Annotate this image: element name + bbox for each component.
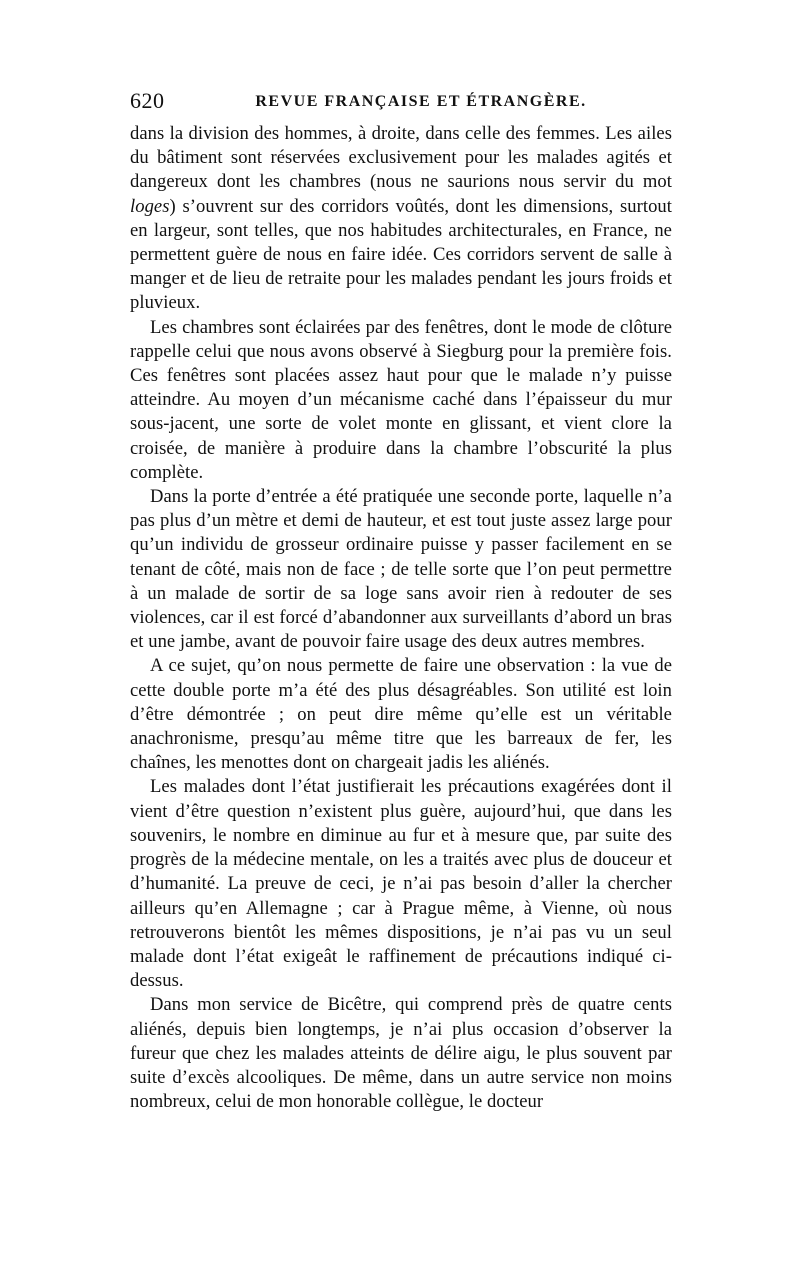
paragraph-4: A ce sujet, qu’on nous permette de faire une observation : la vue de cette double porte m’a été des plus désagréables. Son utilité est loin d’être démontrée ; on peut dire même qu’elle est un véritable anachronisme, presqu’au même titre que les barreaux de fer, les chaînes, les menottes dont on chargeait jadis les aliénés. [130, 655, 672, 774]
running-head [130, 88, 672, 122]
paragraph-2: Les chambres sont éclairées par des fenêtres, dont le mode de clôture rappelle celui que nous avons observé à Siegburg pour la première fois. Ces fenêtres sont placées assez haut pour que le malade n’y puisse atteindre. Au moyen d’un mécanisme caché dans l’épaisseur du mur sous-jacent, une sorte de volet monte en glissant, et vient clore la croisée, de manière à produire dans la chambre l’obscurité la plus complète. [130, 316, 672, 483]
paragraph-1: dans la division des hommes, à droite, dans celle des femmes. Les ailes du bâtiment sont réservées exclusivement pour les malades agités et dangereux dont les chambres (nous ne saurions nous servir du mot loges) s’ouvrent sur des corridors voûtés, dont les dimensions, surtout en largeur, sont telles, que nos habitudes architecturales, en France, ne permettent guère de nous en faire idée. Ces corridors servent de salle à manger et de lieu de retraite pour les malades pendant les jours froids et pluvieux. [130, 123, 672, 314]
page-number: 620 [130, 88, 165, 113]
paragraph-3: Dans la porte d’entrée a été pratiquée une seconde porte, laquelle n’a pas plus d’un mètre et demi de hauteur, et est tout juste assez large pour qu’un individu de grosseur ordinaire puisse y passer facilement en se tenant de côté, mais non de face ; de telle sorte que l’on peut permettre à un malade de sortir de sa loge sans avoir rien à redouter de ses violences, car il est forcé d’abandonner aux surveillants d’abord un bras et une jambe, avant de pouvoir faire usage des deux autres membres. [130, 486, 672, 653]
journal-title: REVUE FRANÇAISE ET ÉTRANGÈRE. [255, 93, 587, 110]
paragraph-5: Les malades dont l’état justifierait les précautions exagérées dont il vient d’être question n’existent plus guère, aujourd’hui, que dans les souvenirs, le nombre en diminue au fur et à mesure que, par suite des progrès de la médecine mentale, on les a traités avec plus de douceur et d’humanité. La preuve de ceci, je n’ai pas besoin d’aller la chercher ailleurs qu’en Allemagne ; car à Prague même, à Vienne, où nous retrouverons bientôt les mêmes dispositions, je n’ai pas vu un seul malade dont l’état exigeât le raffinement de précautions indiqué ci-dessus. [130, 776, 672, 992]
book-page [130, 88, 672, 1114]
paragraph-6: Dans mon service de Bicêtre, qui comprend près de quatre cents aliénés, depuis bien longtemps, je n’ai plus occasion d’observer la fureur que chez les malades atteints de délire aigu, le plus souvent par suite d’excès alcooliques. De même, dans un autre service non moins nombreux, celui de mon honorable collègue, le docteur [130, 994, 672, 1113]
italic-term: loges [130, 195, 170, 217]
body-text [130, 122, 672, 1114]
